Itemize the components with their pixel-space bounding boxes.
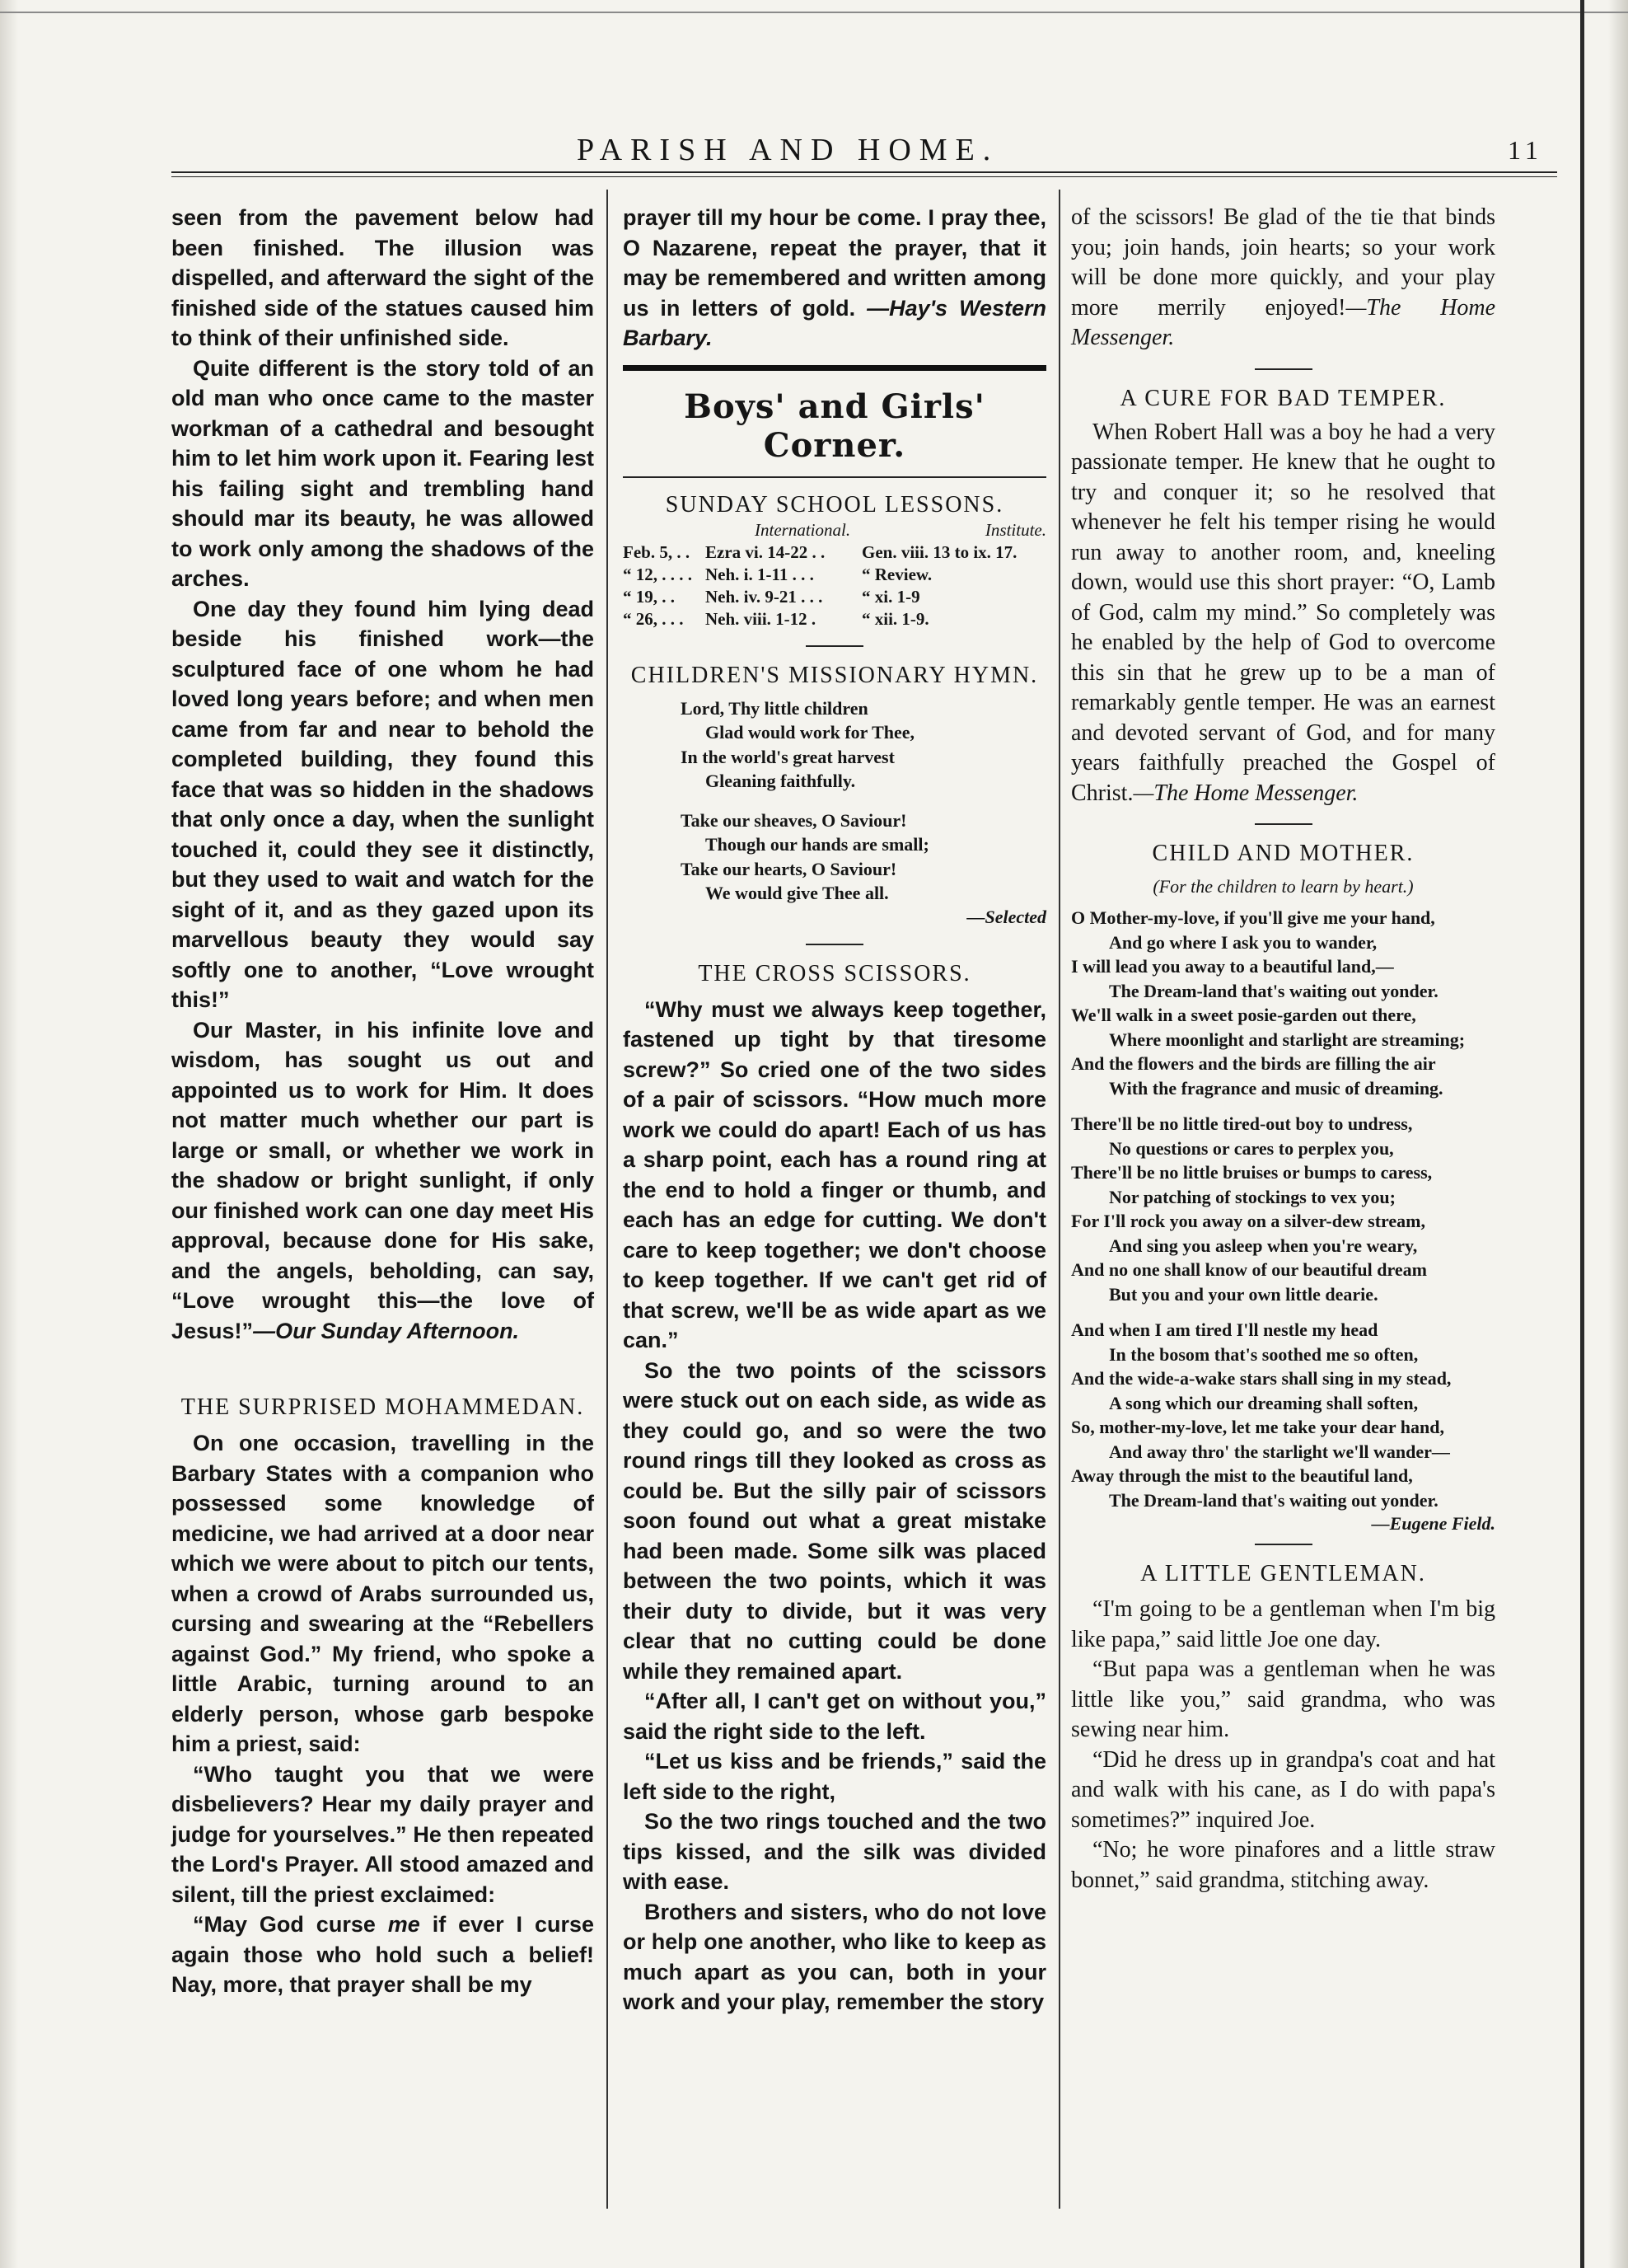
poem-line: Where moonlight and starlight are streaming;	[1109, 1029, 1466, 1050]
table-row: “ 26, . . . Neh. viii. 1-12 . “ xii. 1-9.	[623, 608, 929, 629]
poem-line: And the flowers and the birds are filling the air	[1071, 1053, 1436, 1074]
paragraph: seen from the pavement below had been finished. The illusion was dispelled, and afterward the sight of the finished side of the statues caused him to think of their unfinished side.	[171, 205, 594, 350]
section-heading: CHILD AND MOTHER.	[1152, 841, 1415, 866]
hymn	[623, 696, 1046, 906]
running-title: PARISH AND HOME.	[577, 133, 999, 167]
hymn-line: In the world's great harvest	[681, 746, 895, 767]
paragraph: One day they found him lying dead beside his finished work—the sculptured face of one whom he had loved long years before; and when men came from far and near to behold the completed building, they found this face that was so hidden in the shadows that only once a day, when the sunlight touched it, could they see it distinctly, but they used to wait and watch for the sight of it, and as they gazed upon its marvellous beauty they would say softly one to another, “Love wrought this!”	[171, 596, 594, 1012]
poem-line: The Dream-land that's waiting out yonder.	[1109, 1489, 1439, 1511]
section-rule	[623, 365, 1046, 371]
hymn-line: Glad would work for Thee,	[705, 722, 915, 743]
poem-line: Away through the mist to the beautiful land,	[1071, 1465, 1413, 1486]
page-number: 11	[1508, 135, 1543, 165]
paragraph: “After all, I can't get on without you,” said the right side to the left.	[623, 1689, 1046, 1744]
subheading: (For the children to learn by heart.)	[1153, 876, 1414, 897]
poem-line: And sing you asleep when you're weary,	[1109, 1235, 1418, 1256]
paragraph: So the two rings touched and the two tips kissed, and the silk was divided with ease.	[623, 1809, 1046, 1894]
table-header: Institute.	[985, 519, 1046, 540]
hymn-line: We would give Thee all.	[705, 883, 889, 903]
hymn-line: Lord, Thy little children	[681, 697, 868, 719]
poem-line: With the fragrance and music of dreaming.	[1109, 1077, 1443, 1099]
poem-line: I will lead you away to a beautiful land,—	[1071, 956, 1394, 977]
paragraph-text: Our Master, in his infinite love and wisdom, has sought us out and appointed us to work for Him. It does not matter much whether our part is large or small, or whether we work in the shadow or bright sunlight, if only our finished work can one day meet His approval, because done for His sake, and the angels, beholding, can say, “Love wrought this—the love of Jesus!”	[171, 1017, 594, 1343]
poem-line: There'll be no little bruises or bumps to caress,	[1071, 1162, 1433, 1183]
poem-line: In the bosom that's soothed me so often,	[1109, 1343, 1419, 1365]
table-row: “ 12, . . . . Neh. i. 1-11 . . . “ Review.	[623, 564, 933, 584]
poem-line: The Dream-land that's waiting out yonder.	[1109, 980, 1439, 1001]
poem-line: But you and your own little dearie.	[1109, 1283, 1378, 1305]
scan-edge-right	[1608, 0, 1628, 2268]
paragraph: “Who taught you that we were disbelievers? Hear my daily prayer and judge for yourselves.” He then repeated the Lord's Prayer. All stood amazed and silent, till the priest exclaimed:	[171, 1761, 594, 1907]
table-row: “ 19, . . Neh. iv. 9-21 . . . “ xi. 1-9	[623, 586, 920, 607]
poem-line: There'll be no little tired-out boy to undress,	[1071, 1113, 1413, 1134]
column-2	[623, 203, 1046, 2017]
section-heading: THE CROSS SCISSORS.	[698, 960, 971, 986]
poem-line: We'll walk in a sweet posie-garden out there,	[1071, 1005, 1416, 1025]
poem-line: And the wide-a-wake stars shall sing in my stead,	[1071, 1368, 1452, 1389]
source-credit: —Selected	[966, 906, 1046, 927]
column-rule-1	[606, 190, 608, 2209]
poem-line: O Mother-my-love, if you'll give me your hand,	[1071, 907, 1435, 928]
paragraph	[171, 1015, 594, 1347]
corner-title: Boys' and Girls' Corner.	[684, 387, 985, 465]
header-rule-2	[171, 176, 1557, 177]
poem-line: And no one shall know of our beautiful dream	[1071, 1259, 1427, 1280]
right-border	[1580, 0, 1584, 2268]
paragraph: Brothers and sisters, who do not love or help one another, who like to keep as much apart as you can, both in your work and your play, remember the story	[623, 1899, 1046, 2014]
paragraph: “Did he dress up in grandpa's coat and hat and walk with his cane, as I do with papa's sometimes?” inquired Joe.	[1071, 1746, 1495, 1833]
hymn-line: Though our hands are small;	[705, 834, 929, 855]
source-credit: —The Home Messenger.	[1133, 780, 1359, 806]
paragraph: So the two points of the scissors were stuck out on each side, as wide as they could go, and so were the two round rings till they looked as cross as could be. But the silly pair of scissors soon found out what a great mistake had been made. Some silk was placed between the two points, which it was their duty to divide, but it was very clear that no cutting could be done while they remained apart.	[623, 1357, 1046, 1684]
header-rule-1	[171, 171, 1557, 173]
paragraph: “I'm going to be a gentleman when I'm big like papa,” said little Joe one day.	[1071, 1596, 1495, 1652]
poem	[1071, 906, 1495, 1512]
paragraph: “Let us kiss and be friends,” said the left side to the right,	[623, 1749, 1046, 1804]
poem-line: And when I am tired I'll nestle my head	[1071, 1319, 1378, 1340]
hymn-line: Take our sheaves, O Saviour!	[681, 809, 907, 831]
paragraph: On one occasion, travelling in the Barbary States with a companion who possessed some knowledge of medicine, we had arrived at a door near which we were about to pitch our tents, when a crowd of Arabs surrounded us, cursing and swearing at the “Rebellers against God.” My friend, who spoke a little Arabic, turning around to an elderly person, whose garb bespoke him a priest, said:	[171, 1431, 594, 1756]
paragraph: “But papa was a gentleman when he was little like you,” said grandma, who was sewing near him.	[1071, 1656, 1495, 1742]
poem-line: And away thro' the starlight we'll wander—	[1109, 1441, 1450, 1462]
poem-line: So, mother-my-love, let me take your dear hand,	[1071, 1417, 1444, 1437]
article-heading: THE SURPRISED MOHAMMEDAN.	[180, 1394, 585, 1420]
poem-line: Nor patching of stockings to vex you;	[1109, 1186, 1396, 1207]
poem-line: No questions or cares to perplex you,	[1109, 1137, 1394, 1159]
source-credit: —Eugene Field.	[1371, 1513, 1495, 1534]
section-heading: A CURE FOR BAD TEMPER.	[1120, 385, 1447, 411]
column-rule-2	[1059, 190, 1060, 2209]
poem-line: And go where I ask you to wander,	[1109, 931, 1378, 953]
source-credit: —Hay's Western Barbary.	[623, 295, 1046, 350]
hymn-line: Gleaning faithfully.	[705, 771, 856, 791]
paragraph: “No; he wore pinafores and a little straw bonnet,” said grandma, stitching away.	[1071, 1837, 1495, 1893]
column-1	[171, 203, 594, 2000]
paragraph: Quite different is the story told of an old man who once came to the master workman of a cathedral and besought him to let him work upon it. Fearing lest his failing sight and trembling hand should mar its beauty, he was allowed to work only among the shadows of the arches.	[171, 355, 594, 591]
scan-edge-left	[0, 0, 18, 2268]
source-credit: —The Home Messenger.	[1071, 294, 1496, 350]
emphasis: me	[387, 1912, 420, 1937]
paragraph: “Why must we always keep together, fastened up tight by that tiresome screw?” So cried one of the two sides of a pair of scissors. “How much more work we could do apart! Each of us has a sharp point, each has a round ring at the end to hold a finger or thumb, and each has an edge for cutting. We don't care to keep together; we don't choose to keep together. If we can't get rid of that screw, we'll be as wide apart as we can.”	[623, 996, 1046, 1352]
section-heading: SUNDAY SCHOOL LESSONS.	[665, 491, 1004, 518]
table-header: International.	[755, 519, 851, 540]
poem-line: A song which our dreaming shall soften,	[1109, 1392, 1419, 1413]
top-border	[0, 12, 1628, 13]
paragraph: When Robert Hall was a boy he had a very passionate temper. He knew that he ought to try and conquer it; so he resolved that whenever he felt his temper rising he would run away to another room, and, kneeling down, would use this short prayer: “O, Lamb of God, calm my mind.” So completely was he enabled by the help of God to overcome this sin that he grew up to be a man of remarkably gentle temper. He was an earnest and devoted servant of God, and for many years faithfully preached the Gospel of Christ.—The Home Messenger.	[1071, 419, 1495, 806]
paragraph: “May God curse me if ever I curse again those who hold such a belief! Nay, more, that prayer shall be my	[171, 1912, 594, 1997]
table-row: Feb. 5, . . Ezra vi. 14-22 . . Gen. viii. 13 to ix. 17.	[623, 541, 1017, 562]
paragraph: prayer till my hour be come. I pray thee, O Nazarene, repeat the prayer, that it may be remembered and written among us in letters of gold. —Hay's Western Barbary.	[623, 205, 1046, 350]
source-credit: —Our Sunday Afternoon.	[253, 1318, 520, 1343]
poem-line: For I'll rock you away on a silver-dew stream,	[1071, 1211, 1425, 1231]
hymn-line: Take our hearts, O Saviour!	[681, 858, 897, 879]
section-heading: CHILDREN'S MISSIONARY HYMN.	[630, 662, 1039, 688]
lesson-table	[623, 519, 1046, 630]
paragraph: of the scissors! Be glad of the tie that binds you; join hands, join hearts; so your work will be done more quickly, and your play more merrily enjoyed!—The Home Messenger.	[1071, 204, 1496, 350]
section-heading: A LITTLE GENTLEMAN.	[1140, 1561, 1426, 1586]
column-3	[1071, 203, 1495, 1895]
